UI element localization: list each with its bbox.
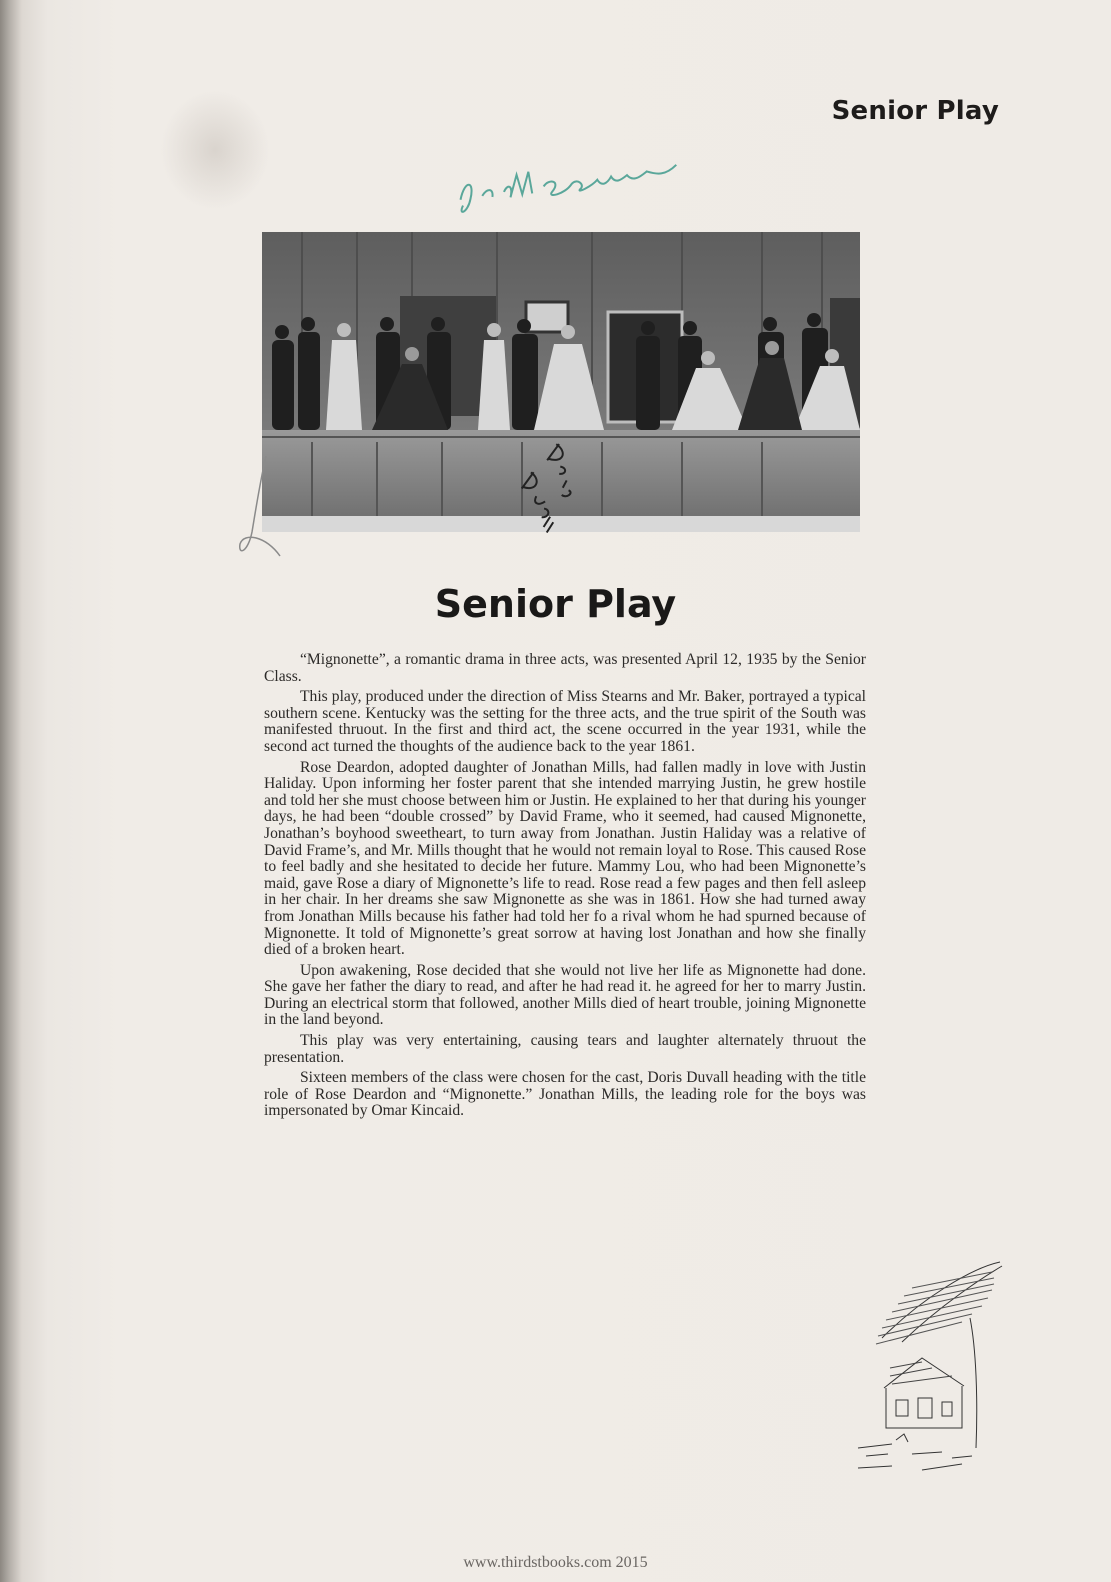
paragraph: Sixteen members of the class were chosen for the cast, Doris Duvall heading with the title role of Rose Deardon and “Mignonette.” Jonathan Mills, the leading role for the boys was impersonated by Omar Kincaid. xyxy=(264,1069,866,1120)
article-body xyxy=(264,652,866,1124)
paragraph: This play was very entertaining, causing tears and laughter alternately thruout the presentation. xyxy=(264,1032,866,1066)
handwritten-signature-top xyxy=(450,150,694,229)
paragraph: This play, produced under the direction of Miss Stearns and Mr. Baker, portrayed a typical southern scene. Kentucky was the setting for the three acts, and the true spirit of the South was manifested thruout. In the first and third act, the scene occurred in the year 1931, while the second act turned the thoughts of the audience back to the year 1861. xyxy=(264,688,866,755)
footer-watermark: www.thirdstbooks.com 2015 xyxy=(463,1554,648,1571)
paragraph: Rose Deardon, adopted daughter of Jonathan Mills, had fallen madly in love with Justin Haliday. Upon informing her foster parent that she intended marrying Justin, he grew hostile and told her she must choose between him or Justin. He explained to her that during his younger days, he had been “double crossed” by David Frame, who it seemed, had caused Mignonette, Jonathan’s boyhood sweetheart, to turn away from Jonathan. Justin Haliday was a relative of David Frame’s, and Mr. Mills thought that he would not remain loyal to Rose. This caused Rose to feel badly and she hesitated to decide her future. Mammy Lou, who had been Mignonette’s maid, gave Rose a diary of Mignonette’s life to read. Rose read a few pages and then fell asleep in her chair. In her dreams she saw Mignonette as she was in 1861. How she had turned away from Jonathan Mills because his father had told her fo a rival whom he had spurned because of Mignonette. It told of Mignonette’s great sorrow at having lost Jonathan and how she finally died of a broken heart. xyxy=(264,758,866,959)
cabin-sketch-illustration xyxy=(852,1258,1012,1488)
margin-scribble xyxy=(236,452,296,562)
page-title: Senior Play xyxy=(434,582,677,626)
page-stain xyxy=(160,90,270,210)
paragraph: Upon awakening, Rose decided that she would not live her life as Mignonette had done. She gave her father the diary to read, and after he had read it. he agreed for her to marry Justin. During an electrical storm that followed, another Mills died of heart trouble, joining Mignonette in the land beyond. xyxy=(264,961,866,1029)
signature-scribble xyxy=(450,150,693,221)
paragraph: “Mignonette”, a romantic drama in three acts, was presented April 12, 1935 by the Senior Class. xyxy=(264,651,866,685)
running-head: Senior Play xyxy=(831,96,999,126)
